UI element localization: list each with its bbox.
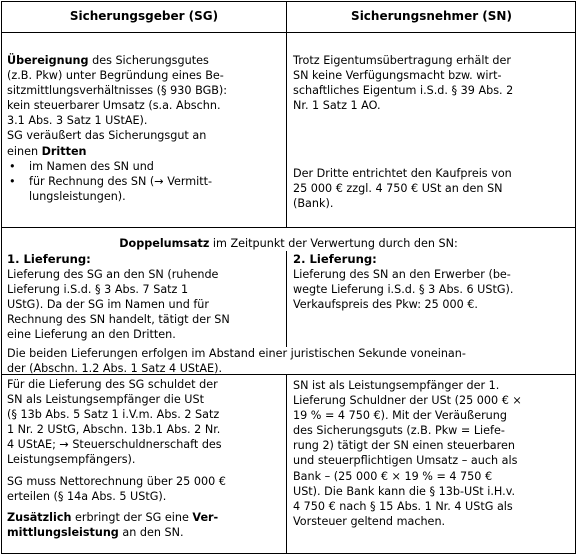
text-line: 3.1 Abs. 3 Satz 1 UStAE). bbox=[7, 114, 148, 128]
list-item: • für Rechnung des SN (→ Vermitt- bbox=[7, 174, 283, 189]
text-fragment: einen bbox=[7, 144, 42, 158]
list-item: • im Namen des SN und bbox=[7, 159, 283, 174]
text-line: SG veräußert das Sicherungsgut an bbox=[7, 129, 207, 143]
doppelumsatz-title bbox=[2, 236, 575, 251]
text-line: Nr. 1 Satz 1 AO. bbox=[293, 99, 381, 113]
text-line: schaftliches Eigentum i.S.d. § 39 Abs. 2 bbox=[293, 84, 514, 98]
transfer-paragraph bbox=[7, 53, 283, 68]
bold-mittlungsleistung: mittlungsleistung bbox=[7, 525, 119, 539]
text-line: SN als Leistungsempfänger die USt bbox=[7, 393, 204, 407]
text-line: Rechnung des SN handelt, tätigt der SN bbox=[7, 313, 230, 327]
text-line: lungsleistungen). bbox=[29, 189, 126, 203]
header-sicherungsnehmer: Sicherungsnehmer (SN) bbox=[351, 9, 512, 23]
text-line: 19 % = 4 750 €). Mit der Veräußerung bbox=[293, 409, 507, 423]
section3-right bbox=[293, 378, 574, 529]
column-divider-top bbox=[286, 1, 287, 227]
text-line: kein steuerbarer Umsatz (s.a. Abschn. bbox=[7, 99, 221, 113]
text-line: wegte Lieferung i.S.d. § 3 Abs. 6 UStG). bbox=[293, 283, 514, 297]
column-divider-bottom bbox=[286, 374, 287, 554]
text-fragment: erbringt der SG eine bbox=[71, 510, 193, 524]
column-divider-middle bbox=[286, 251, 287, 347]
text-fragment: des Sicherungsgutes bbox=[88, 54, 209, 67]
text-line: Der Dritte entrichtet den Kaufpreis von bbox=[293, 167, 512, 180]
text-line: erteilen (§ 14a Abs. 5 UStG). bbox=[7, 489, 167, 503]
header-divider bbox=[1, 32, 576, 33]
text-line: eine Lieferung an den Dritten. bbox=[7, 328, 176, 342]
text-line bbox=[7, 144, 283, 159]
text-fragment: an den SN. bbox=[118, 525, 184, 539]
text-line: Verkaufspreis des Pkw: 25 000 €. bbox=[293, 298, 478, 312]
text-fragment: im Zeitpunkt der Verwertung durch den SN: bbox=[209, 237, 458, 250]
text-line: des Sicherungsguts (z.B. Pkw = Liefe- bbox=[293, 424, 505, 438]
bold-uebereignung: Übereignung bbox=[7, 54, 89, 67]
section3-left bbox=[7, 377, 284, 540]
bold-zusaetzlich: Zusätzlich bbox=[7, 510, 72, 524]
text-line: SN ist als Leistungsempfänger der 1. bbox=[293, 379, 500, 392]
section1-right bbox=[293, 53, 573, 113]
text-line: 4 750 € nach § 15 Abs. 1 Nr. 4 UStG als bbox=[293, 499, 513, 513]
text-line: Die beiden Lieferungen erfolgen im Abstand einer juristischen Sekunde voneinan- bbox=[7, 347, 466, 360]
text-line bbox=[7, 525, 284, 540]
text-line: Vorsteuer geltend machen. bbox=[293, 514, 446, 528]
section2-footer bbox=[7, 346, 575, 376]
text-line: (z.B. Pkw) unter Begründung eines Be- bbox=[7, 69, 224, 83]
text-line bbox=[7, 510, 284, 525]
text-line: (Bank). bbox=[293, 197, 334, 211]
text-line: Lieferung des SN an den Erwerber (be- bbox=[293, 268, 511, 282]
heading-2-lieferung: 2. Lieferung: bbox=[293, 252, 377, 266]
bold-dritten: Dritten bbox=[41, 144, 87, 158]
text-line: Lieferung i.S.d. § 3 Abs. 7 Satz 1 bbox=[7, 283, 189, 297]
heading-1-lieferung: 1. Lieferung: bbox=[7, 252, 91, 266]
text-line: Trotz Eigentumsübertragung erhält der bbox=[293, 54, 511, 67]
bold-doppelumsatz: Doppelumsatz bbox=[119, 237, 210, 250]
text-line: 1 Nr. 2 UStG, Abschn. 13b.1 Abs. 2 Nr. bbox=[7, 423, 221, 437]
text-line: der (Abschn. 1.2 Abs. 1 Satz 4 UStAE). bbox=[7, 362, 223, 376]
header-sicherungsgeber: Sicherungsgeber (SG) bbox=[69, 9, 219, 23]
text-line: (§ 13b Abs. 5 Satz 1 i.V.m. Abs. 2 Satz bbox=[7, 408, 220, 422]
text-line: Für die Lieferung des SG schuldet der bbox=[7, 378, 218, 391]
text-line: rung 2) tätigt der SN einen steuerbaren bbox=[293, 439, 515, 453]
text-line: 25 000 € zzgl. 4 750 € USt an den SN bbox=[293, 182, 503, 196]
text-line: Lieferung des SG an den SN (ruhende bbox=[7, 268, 219, 282]
text-line: UStG). Da der SG im Namen und für bbox=[7, 298, 209, 312]
bold-ver: Ver- bbox=[192, 510, 219, 524]
section1-right-payment bbox=[293, 166, 573, 211]
text-line: Bank – (25 000 € × 19 % = 4 750 € bbox=[293, 469, 493, 483]
text-line: Leistungsempfängers). bbox=[7, 453, 136, 467]
text-line: Lieferung Schuldner der USt (25 000 € × bbox=[293, 394, 522, 408]
section1-left bbox=[7, 53, 283, 204]
section2-left bbox=[7, 252, 285, 343]
text-line: USt). Die Bank kann die § 13b-USt i.H.v. bbox=[293, 484, 515, 498]
text-line: sitzmittlungsverhältnisses (§ 930 BGB): bbox=[7, 84, 228, 98]
text-line: 4 UStAE; → Steuerschuldnerschaft des bbox=[7, 438, 222, 452]
text-line: und steuerpflichtigen Umsatz – auch als bbox=[293, 454, 518, 468]
bullet-list bbox=[7, 159, 283, 189]
text-line: SN keine Verfügungsmacht bzw. wirt- bbox=[293, 69, 502, 83]
text-line: SG muss Nettorechnung über 25 000 € bbox=[7, 474, 226, 488]
section-divider-1 bbox=[1, 227, 576, 228]
section2-right bbox=[293, 252, 574, 312]
